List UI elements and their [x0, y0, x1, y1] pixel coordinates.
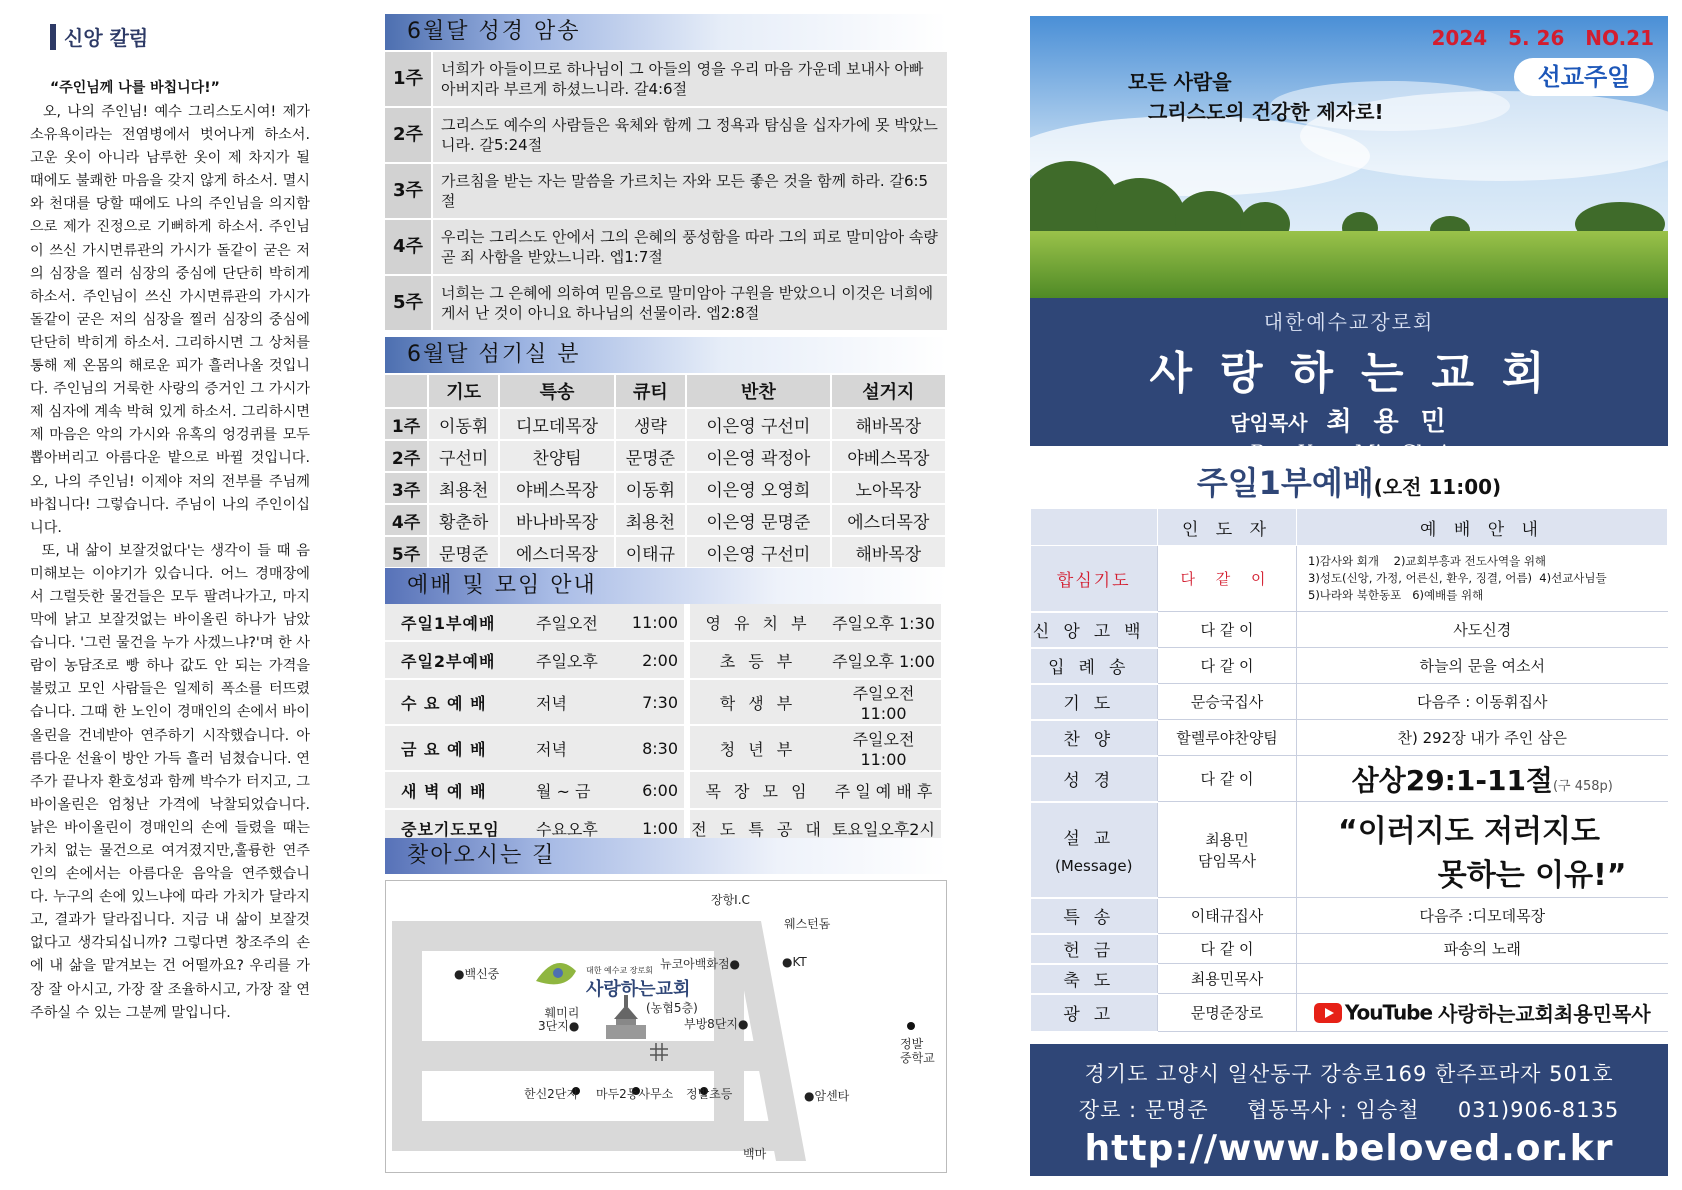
schedule-cell: 월 ~ 금 [530, 771, 619, 809]
serve-cell: 이은영 문명준 [686, 504, 831, 536]
order-leader-name: 다 같 이 [1200, 940, 1254, 958]
order-guide [1297, 994, 1668, 1032]
order-item [1031, 898, 1158, 934]
schedule-cell: 1:00 [619, 809, 687, 847]
order-row [1031, 964, 1668, 994]
order-guide-text: 1)감사와 회개 2)교회부흥과 전도사역을 위해 3)성도(신앙, 가정, 어른신, 환우, 징결, 어름) 4)선교사님들 5)나라와 북한동포 6)예배를 위해 [1308, 554, 1607, 602]
order-item [1031, 720, 1158, 756]
serve-col-header: 반찬 [686, 375, 831, 408]
order-leader-name: 최용민 [1205, 830, 1249, 849]
order-item-label: 입례송 [1048, 658, 1140, 678]
verse-text: 너희는 그 은혜에 의하여 믿음으로 말미암아 구원을 받았으니 이것은 너희에게서 난 것이 아니요 하나님의 선물이라. 엡2:8절 [432, 275, 947, 331]
schedule-cell: 주 일 예 배 후 [826, 771, 941, 809]
church-footer [1030, 1044, 1668, 1176]
pastor-name: 최용민 [1326, 407, 1468, 437]
serve-cell: 구선미 [428, 440, 499, 472]
schedule-cell: 주일오후 1:30 [826, 604, 941, 641]
order-guide-text: 찬) 292장 내가 주인 삼은 [1397, 729, 1567, 747]
order-guide-text: 다음주 : 이동휘집사 [1416, 693, 1548, 711]
order-item [1031, 648, 1158, 684]
pastor-line [1030, 401, 1668, 438]
order-guide-text: 파송의 노래 [1443, 940, 1521, 958]
verses-heading: 6월달 성경 암송 [385, 14, 947, 50]
serve-row [385, 408, 946, 440]
schedule-cell: 전 도 특 공 대 [687, 809, 826, 847]
faith-column [30, 22, 310, 1025]
order-item-label: 성경 [1063, 771, 1125, 791]
order-leader [1158, 648, 1297, 684]
order-leader [1158, 756, 1297, 802]
order-leader [1158, 612, 1297, 648]
schedule-cell: 저녁 [530, 679, 619, 725]
serve-cell: 해바목장 [831, 408, 946, 440]
youtube-icon[interactable] [1314, 1003, 1342, 1023]
verse-week: 3주 [385, 163, 432, 219]
order-row [1031, 648, 1668, 684]
order-guide-text: 다음주 :디모데목장 [1419, 907, 1546, 925]
serve-cell: 이은영 곽정아 [686, 440, 831, 472]
church-url[interactable]: http://www.beloved.or.kr [1084, 1128, 1614, 1169]
map-label-jeongbal-elem: 정발초등 [686, 1087, 733, 1101]
serve-cell: 문명준 [615, 440, 686, 472]
serve-cell: 5주 [385, 536, 428, 568]
order-item-label: 축도 [1063, 971, 1125, 991]
order-row [1031, 684, 1668, 720]
schedule-cell: 수 요 예 배 [385, 679, 530, 725]
order-guide [1297, 934, 1668, 964]
serve-row [385, 440, 946, 472]
order-leader [1158, 720, 1297, 756]
order-of-worship [1030, 508, 1668, 1033]
schedule-cell: 목 장 모 임 [687, 771, 826, 809]
schedule-cell: 2:00 [619, 641, 687, 679]
serve-cell: 노아목장 [831, 472, 946, 504]
sermon-title-1: “이러지도 저러지도 [1338, 813, 1601, 849]
order-guide [1297, 684, 1668, 720]
map-label-madu: 마두2동사무소 [596, 1087, 674, 1101]
order-item-label: 특송 [1063, 908, 1125, 928]
youtube-channel[interactable]: 사랑하는교회최용민목사 [1438, 1002, 1651, 1026]
serve-col-header: 큐티 [615, 375, 686, 408]
serve-cell: 최용천 [428, 472, 499, 504]
column-quote: “주인님께 나를 바칩니다!” [50, 80, 220, 96]
order-item [1031, 684, 1158, 720]
order-row [1031, 802, 1668, 898]
column-heading-text: 신앙 칼럼 [64, 26, 149, 50]
slogan-line1: 모든 사람을 [1128, 70, 1232, 94]
order-guide [1297, 612, 1668, 648]
map-label-nonghyup: (농협5층) [646, 1001, 698, 1015]
map-label-church-small: 대한 예수교 장로회 [586, 966, 653, 975]
order-item-label: 신앙고백 [1032, 622, 1155, 642]
serve-cell: 이태규 [615, 536, 686, 568]
serve-cell: 이동휘 [428, 408, 499, 440]
serve-cell: 이동휘 [615, 472, 686, 504]
order-leader [1158, 964, 1297, 994]
issue-date: 2024 5. 26 NO.21 [1431, 26, 1654, 50]
schedule-cell: 토요일오후2시 [826, 809, 941, 847]
header-guide: 예 배 안 내 [1297, 509, 1668, 546]
order-item [1031, 612, 1158, 648]
church-address: 경기도 고양시 일산동구 강송로169 한주프라자 501호 [1084, 1062, 1614, 1086]
order-row [1031, 994, 1668, 1032]
verse-row [385, 107, 947, 163]
serve-cell: 찬양팀 [499, 440, 614, 472]
order-corner [1031, 509, 1158, 546]
serve-row [385, 472, 946, 504]
serve-cell: 황춘하 [428, 504, 499, 536]
schedule-cell: 6:00 [619, 771, 687, 809]
service-title [1030, 458, 1668, 504]
schedule-cell: 주일오후 1:00 [826, 641, 941, 679]
serve-cell: 최용천 [615, 504, 686, 536]
order-row [1031, 898, 1668, 934]
order-guide [1297, 546, 1668, 612]
verse-week: 4주 [385, 219, 432, 275]
map-label-newcore: 뉴코아백화점● [660, 957, 741, 971]
serve-cell: 이은영 구선미 [686, 536, 831, 568]
order-row [1031, 612, 1668, 648]
verse-week: 1주 [385, 52, 432, 107]
order-leader [1158, 994, 1297, 1032]
schedule-table [385, 604, 941, 848]
column-body: 오, 나의 주인님! 예수 그리스도시여! 제가 소유욕이라는 전염병에서 벗어나게 하소서. 고운 옷이 아니라 남루한 옷이 제 차지가 될 때에도 불쾌한 마음을 갖지 않게 하소서. 멸시와 천대를 당할 때에도 나의 주인님을 의지함으로 제가 진정으로 기뻐하게 하소서. 주인님이 쓰신 가시면류관의 가시가 돌같이 굳은 저의 심장을 찔러 심장의 중심에 단단히 박히게 하소서. 주인님이 쓰신 가시면류관의 가시가 돌같이 굳은 저의 심장을 찔러 심장의 중심에 단단히 박히게 하소서. 그리하시면 그 상처를 통해 제 온몸의 해로운 피가 흘러나올 것입니다. 주인님의 거룩한 사랑의 증거인 그 가시가 제 심자에 계속 박혀 있게 하소서. 그리하시면 제 마음은 악의 가시와 유혹의 엉겅퀴를 모두 뽑아버리고 아름다운 밭으로 바뀔 것입니다. 오, 나의 주인님! 이제야 저의 전부를 주님께 바칩니다! 그렇습니다. 주님이 나의 주인이십니다. 또, 내 삶이 보잘것없다'는 생각이 들 때 음미해보는 이야기가 있습니다. 어느 경매장에서 그럴듯한 물건들은 모두 팔려나가고, 마지막에 낡고 보잘것없는 바이올린 하나가 남았습니다. '그런 물건을 누가 사겠느냐?'며 한 사람이 농담조로 빵 하나 값도 안 되는 가격을 불렀고 모인 사람들은 일제히 폭소를 터뜨렸습니다. 그때 한 노인이 경매인의 손에서 바이올린을 건네받아 연주하기 시작했습니다. 아름다운 선율이 방안 가득 흘러 넘쳤습니다. 연주가 끝나자 환호성과 함께 박수가 터지고, 그 바이올린은 엄청난 가격에 낙찰되었습니다. 낡은 바이올린이 경매인의 손에 들렸을 때는 가치 없는 물건으로 여겨졌지만,훌륭한 연주인의 손에서는 아름다운 음악을 연주했습니다. 누구의 손에 있느냐에 따라 가치가 달라지고, 결과가 달라집니다. 지금 내 삶이 보잘것없다고 생각되십니까? 그렇다면 창조주의 손에 내 삶을 맡겨보는 건 어떨까요? 우리를 가장 잘 아시고, 가장 잘 조율하시고, 가장 잘 연주하실 수 있는 그분께 말입니다. [30, 104, 310, 1021]
order-guide-text: 하늘의 문을 여소서 [1419, 657, 1545, 675]
order-leader [1158, 898, 1297, 934]
order-row [1031, 720, 1668, 756]
schedule-cell: 주일1부예배 [385, 604, 530, 641]
verse-row [385, 219, 947, 275]
serve-cell: 4주 [385, 504, 428, 536]
serve-col-header: 설거지 [831, 375, 946, 408]
order-item-label: 합심기도 [1056, 570, 1131, 591]
serve-row [385, 536, 946, 568]
directions-map [385, 880, 947, 1173]
order-leader [1158, 546, 1297, 612]
serve-cell: 에스더목장 [831, 504, 946, 536]
serve-cell: 이은영 오영희 [686, 472, 831, 504]
order-leader-name: 최용민목사 [1190, 970, 1264, 988]
serve-cell: 해바목장 [831, 536, 946, 568]
order-item [1031, 934, 1158, 964]
serve-cell: 야베스목장 [831, 440, 946, 472]
service-name: 주일1부예배 [1196, 464, 1374, 502]
map-label-church: 사랑하는교회 [586, 979, 691, 1000]
order-guide [1297, 898, 1668, 934]
mission-sunday-badge: 선교주일 [1514, 58, 1654, 96]
order-item [1031, 964, 1158, 994]
verse-text: 너희가 아들이므로 하나님이 그 아들의 영을 우리 마음 가운데 보내사 아빠 아버지라 부르게 하셨느니라. 갈4:6절 [432, 52, 947, 107]
serve-cell: 이은영 구선미 [686, 408, 831, 440]
serve-col-header [385, 375, 428, 408]
verse-text: 우리는 그리스도 안에서 그의 은혜의 풍성함을 따라 그의 피로 말미암아 속량 곧 죄 사함을 받았느니라. 엡1:7절 [432, 219, 947, 275]
serve-cell: 에스더목장 [499, 536, 614, 568]
verse-row [385, 163, 947, 219]
order-leader-name: 다 같 이 [1200, 657, 1254, 675]
verse-week: 5주 [385, 275, 432, 331]
map-label-western: 웨스턴돔 [784, 917, 831, 931]
schedule-cell: 주일오전 [530, 604, 619, 641]
sermon-title-2: 못하는 이유!” [1437, 857, 1627, 893]
serve-row [385, 504, 946, 536]
schedule-row [385, 604, 941, 641]
header-leader: 인 도 자 [1158, 509, 1297, 546]
order-leader-name: 다 같 이 [1180, 570, 1274, 588]
schedule-heading: 예배 및 모임 안내 [385, 568, 947, 604]
order-item-sub: (Message) [1055, 857, 1133, 875]
map-label-hansin: 한신2단지 [524, 1087, 579, 1101]
schedule-cell: 중보기도모임 [385, 809, 530, 847]
map-label-bubang: 부방8단지● [684, 1017, 749, 1031]
order-guide [1297, 756, 1668, 802]
schedule-cell: 11:00 [619, 604, 687, 641]
pastor-english: Rev. Yong-Min Choi [1250, 440, 1448, 464]
schedule-row [385, 679, 941, 725]
map-label-ic: 장항I.C [711, 893, 750, 907]
serve-cell: 2주 [385, 440, 428, 472]
schedule-cell: 초 등 부 [687, 641, 826, 679]
church-contact: 장로 : 문명준 협동목사 : 임승철 031)906-8135 [1078, 1098, 1620, 1122]
map-heading: 찾아오시는 길 [385, 838, 947, 874]
order-leader-name: 문명준장로 [1190, 1004, 1264, 1022]
verse-row [385, 275, 947, 331]
order-item-label: 광고 [1063, 1005, 1125, 1025]
order-leader-name: 문승국집사 [1190, 693, 1264, 711]
order-item [1031, 802, 1158, 898]
schedule-cell: 주일오후 [530, 641, 619, 679]
pastor-title: 담임목사 [1230, 411, 1308, 435]
service-time: (오전 11:00) [1373, 475, 1502, 499]
serve-cell: 바나바목장 [499, 504, 614, 536]
church-banner [1030, 298, 1668, 464]
schedule-cell: 수요오후 [530, 809, 619, 847]
order-leader-sub: 담임목사 [1198, 851, 1256, 870]
order-leader [1158, 934, 1297, 964]
verse-week: 2주 [385, 107, 432, 163]
schedule-cell: 8:30 [619, 725, 687, 771]
order-guide [1297, 802, 1668, 898]
order-guide-text: 사도신경 [1453, 621, 1512, 639]
schedule-row [385, 641, 941, 679]
order-item-label: 찬양 [1063, 730, 1125, 750]
map-label-cancer: ●암센타 [804, 1089, 850, 1103]
map-label-jeongbal-mid: 정발 중학교 [900, 1037, 935, 1065]
schedule-row [385, 771, 941, 809]
order-guide [1297, 648, 1668, 684]
order-item [1031, 994, 1158, 1032]
schedule-cell: 주일오전 11:00 [826, 725, 941, 771]
order-row [1031, 546, 1668, 612]
column-heading [50, 22, 310, 51]
order-leader [1158, 684, 1297, 720]
heading-bar [50, 24, 56, 50]
youtube-label[interactable]: YouTube [1344, 1000, 1433, 1025]
serve-cell: 1주 [385, 408, 428, 440]
map-label-humiri: 훼미리 3단지● [538, 1006, 580, 1033]
schedule-cell: 금 요 예 배 [385, 725, 530, 771]
denomination: 대한예수교장로회 [1263, 310, 1435, 334]
verse-table [385, 52, 947, 332]
map-roads [386, 881, 946, 1172]
order-guide [1297, 964, 1668, 994]
schedule-row [385, 725, 941, 771]
order-leader-name: 다 같 이 [1200, 770, 1254, 788]
serve-col-header: 특송 [499, 375, 614, 408]
serve-cell: 야베스목장 [499, 472, 614, 504]
order-item-label: 설교 [1063, 829, 1125, 849]
church-name: 사랑하는교회 [1149, 348, 1573, 399]
order-item [1031, 546, 1158, 612]
serve-cell: 문명준 [428, 536, 499, 568]
order-leader [1158, 802, 1297, 898]
schedule-cell: 영 유 치 부 [687, 604, 826, 641]
schedule-cell: 7:30 [619, 679, 687, 725]
schedule-cell: 새 벽 예 배 [385, 771, 530, 809]
slogan-line2: 그리스도의 건강한 제자로! [1148, 100, 1384, 124]
serve-col-header: 기도 [428, 375, 499, 408]
order-leader-name: 다 같 이 [1200, 621, 1254, 639]
order-guide [1297, 720, 1668, 756]
schedule-cell: 주일오전 11:00 [826, 679, 941, 725]
schedule-cell: 주일2부예배 [385, 641, 530, 679]
order-leader-name: 할렐루야찬양팀 [1176, 729, 1278, 747]
schedule-cell: 학 생 부 [687, 679, 826, 725]
order-item-label: 헌금 [1063, 941, 1125, 961]
order-row [1031, 934, 1668, 964]
serve-cell: 3주 [385, 472, 428, 504]
schedule-cell: 저녁 [530, 725, 619, 771]
scripture-ref: 삼상29:1-11절 [1351, 763, 1553, 797]
map-label-baekma: 백마 [743, 1147, 767, 1161]
order-row [1031, 756, 1668, 802]
scripture-page: (구 458p) [1552, 778, 1613, 794]
schedule-cell: 청 년 부 [687, 725, 826, 771]
verse-row [385, 52, 947, 107]
order-leader-name: 이태규집사 [1190, 907, 1264, 925]
order-item [1031, 756, 1158, 802]
serve-cell: 디모데목장 [499, 408, 614, 440]
verse-text: 그리스도 예수의 사람들은 육체와 함께 그 정욕과 탐심을 십자가에 못 박았느니라. 갈5:24절 [432, 107, 947, 163]
serve-table [385, 375, 947, 569]
verse-text: 가르침을 받는 자는 말씀을 가르치는 자와 모든 좋은 것을 함께 하라. 갈6:5절 [432, 163, 947, 219]
hero-image [1030, 16, 1668, 298]
map-label-baeksin: ●백신중 [454, 967, 500, 981]
serve-cell: 생략 [615, 408, 686, 440]
serve-heading: 6월달 섬기실 분 [385, 337, 947, 373]
order-item-label: 기도 [1063, 694, 1125, 714]
map-label-kt: ●KT [782, 955, 807, 969]
